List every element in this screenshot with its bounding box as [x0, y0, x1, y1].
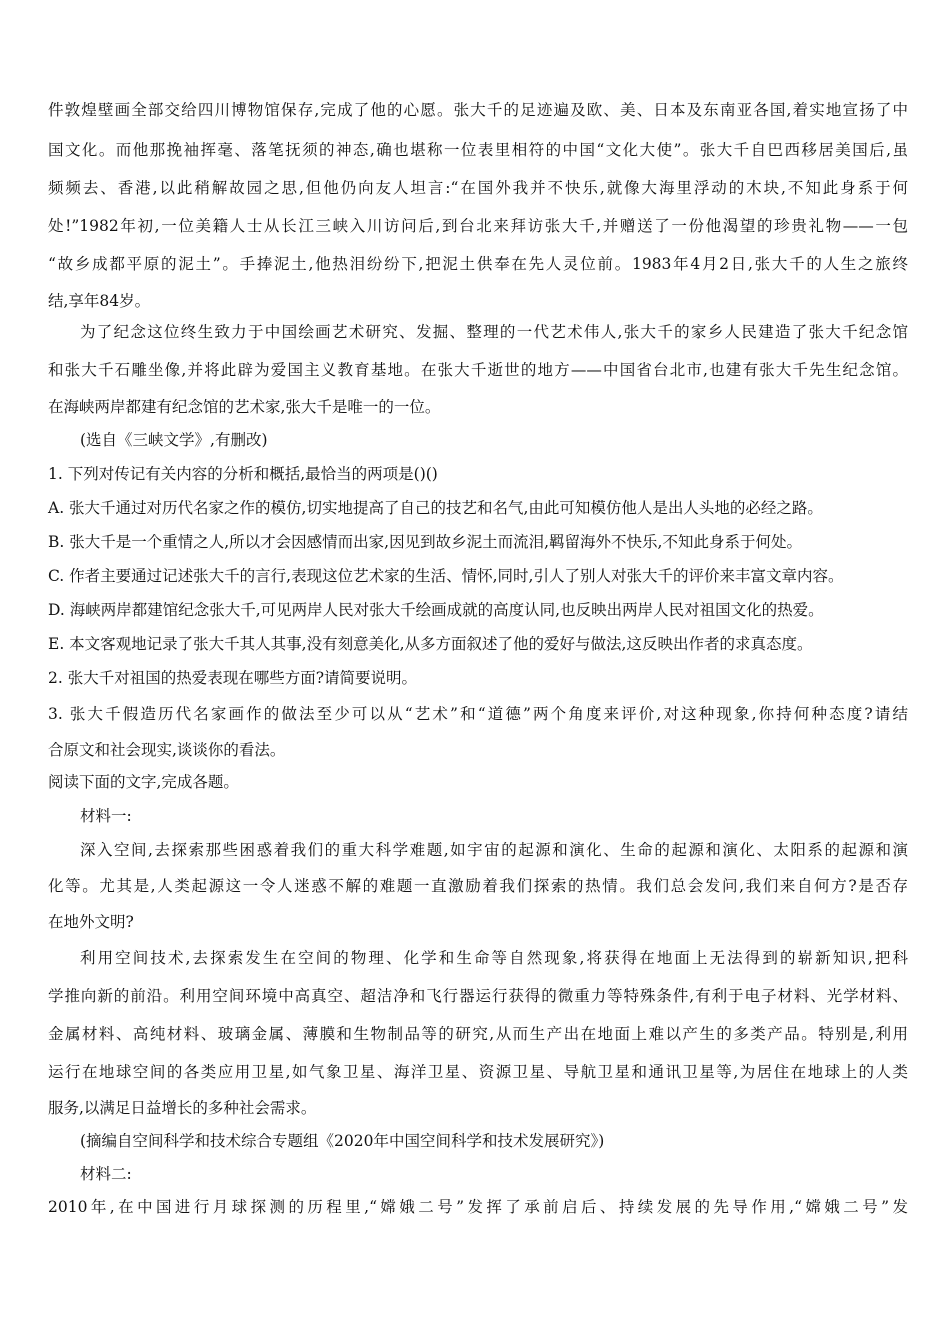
- text-line: 2010年,在中国进行月球探测的历程里,“嫦娥二号”发挥了承前启后、持续发展的先导作用,“嫦娥二号”发: [48, 1198, 908, 1216]
- option-d: D. 海峡两岸都建馆纪念张大千,可见两岸人民对张大千绘画成就的高度认同,也反映出两岸人民对祖国文化的热爱。: [48, 601, 824, 619]
- text-line: 件敦煌壁画全部交给四川博物馆保存,完成了他的心愿。张大千的足迹遍及欧、美、日本及东南亚各国,着实地宣扬了中: [48, 101, 908, 119]
- paragraph-line: 深入空间,去探索那些困惑着我们的重大科学难题,如宇宙的起源和演化、生命的起源和演化、太阳系的起源和演: [80, 841, 908, 859]
- text-line: 金属材料、高纯材料、玻璃金属、薄膜和生物制品等的研究,从而生产出在地面上难以产生的多类产品。特别是,利用: [48, 1025, 908, 1043]
- text-line: 和张大千石雕坐像,并将此辟为爱国主义教育基地。在张大千逝世的地方——中国省台北市,也建有张大千先生纪念馆。: [48, 361, 908, 379]
- option-e: E. 本文客观地记录了张大千其人其事,没有刻意美化,从多方面叙述了他的爱好与做法,这反映出作者的求真态度。: [48, 635, 813, 653]
- paragraph-line: 为了纪念这位终生致力于中国绘画艺术研究、发掘、整理的一代艺术伟人,张大千的家乡人民建造了张大千纪念馆: [80, 323, 908, 341]
- material-1-heading: 材料一:: [80, 807, 132, 825]
- text-line: 国文化。而他那挽袖挥毫、落笔抚须的神态,确也堪称一位表里相符的中国“文化大使”。张大千自巴西移居美国后,虽: [48, 141, 908, 159]
- question-2: 2. 张大千对祖国的热爱表现在哪些方面?请简要说明。: [48, 669, 418, 687]
- text-line: “故乡成都平原的泥土”。手捧泥土,他热泪纷纷下,把泥土供奉在先人灵位前。1983年4月2日,张大千的人生之旅终: [48, 255, 908, 273]
- option-c: C. 作者主要通过记述张大千的言行,表现这位艺术家的生活、情怀,同时,引人了别人对张大千的评价来丰富文章内容。: [48, 567, 844, 585]
- question-3-continued: 合原文和社会现实,谈谈你的看法。: [48, 741, 286, 759]
- paragraph-line: 利用空间技术,去探索发生在空间的物理、化学和生命等自然现象,将获得在地面上无法得到的崭新知识,把科: [80, 949, 908, 967]
- text-line: 在地外文明?: [48, 913, 134, 931]
- text-line: 结,享年84岁。: [48, 292, 151, 310]
- material-2-heading: 材料二:: [80, 1165, 132, 1183]
- source-citation: (摘编自空间科学和技术综合专题组《2020年中国空间科学和技术发展研究》): [80, 1132, 605, 1150]
- option-a: A. 张大千通过对历代名家之作的模仿,切实地提高了自己的技艺和名气,由此可知模仿他人是出人头地的必经之路。: [48, 499, 823, 517]
- question-3: 3. 张大千假造历代名家画作的做法至少可以从“艺术”和“道德”两个角度来评价,对这种现象,你持何种态度?请结: [48, 705, 908, 723]
- question-1: 1. 下列对传记有关内容的分析和概括,最恰当的两项是()(): [48, 465, 438, 483]
- option-b: B. 张大千是一个重情之人,所以才会因感情而出家,因见到故乡泥土而流泪,羁留海外不快乐,不知此身系于何处。: [48, 533, 802, 551]
- text-line: 服务,以满足日益增长的多种社会需求。: [48, 1099, 317, 1117]
- text-line: 频频去、香港,以此稍解故园之思,但他仍向友人坦言:“在国外我并不快乐,就像大海里浮动的木块,不知此身系于何: [48, 179, 908, 197]
- source-citation: (选自《三峡文学》,有删改): [80, 431, 268, 449]
- text-line: 在海峡两岸都建有纪念馆的艺术家,张大千是唯一的一位。: [48, 398, 441, 416]
- text-line: 处!”1982年初,一位美籍人士从长江三峡入川访问后,到台北来拜访张大千,并赠送了一份他渴望的珍贵礼物——一包: [48, 217, 908, 235]
- text-line: 化等。尤其是,人类起源这一令人迷惑不解的难题一直激励着我们探索的热情。我们总会发问,我们来自何方?是否存: [48, 877, 908, 895]
- reading-instruction: 阅读下面的文字,完成各题。: [48, 773, 239, 791]
- text-line: 学推向新的前沿。利用空间环境中高真空、超洁净和飞行器运行获得的微重力等特殊条件,有利于电子材料、光学材料、: [48, 987, 908, 1005]
- text-line: 运行在地球空间的各类应用卫星,如气象卫星、海洋卫星、资源卫星、导航卫星和通讯卫星等,为居住在地球上的人类: [48, 1063, 908, 1081]
